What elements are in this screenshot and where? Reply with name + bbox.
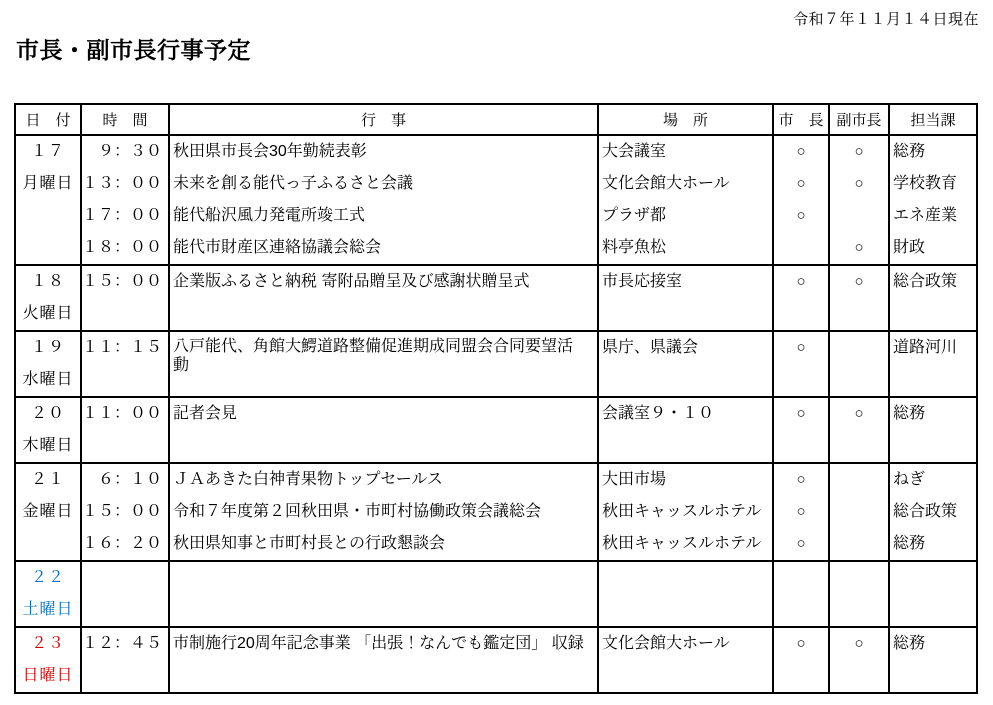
event-name: 八戸能代、角館大鰐道路整備促進期成同盟会合同要望活動 [173,338,574,374]
event-name: ＪＡあきた白神青果物トップセールス [173,471,443,488]
date-cell [16,332,82,396]
mayor-cell [774,136,830,264]
place-name: 秋田キャッスルホテル [602,535,762,552]
mayor-mark: ○ [796,175,806,192]
department-name: ねぎ [893,471,926,488]
place-cell [599,628,774,692]
page-title: 市長・副市長行事予定 [16,37,251,63]
event-name: 秋田県知事と市町村長との行政懇談会 [173,535,446,552]
deputy-mayor-mark [830,528,888,560]
time-cell [82,398,170,462]
deputy-mayor-mark: ○ [854,175,864,192]
weekday-label: 水曜日 [22,371,74,388]
table-row [16,464,976,562]
mayor-mark: ○ [796,535,806,552]
date-cell [16,628,82,692]
time-value: ９：３０ [97,143,162,160]
event-cell [170,266,599,330]
mayor-mark: ○ [796,503,806,520]
mayor-mark: ○ [796,273,806,290]
date-cell [16,464,82,560]
header-mayor: 市 長 [774,105,830,134]
header-place: 場 所 [599,105,774,134]
mayor-mark: ○ [796,471,806,488]
time-value: １２：４５ [82,635,163,652]
deputy-mayor-mark: ○ [854,635,864,652]
department-name: 総務 [893,535,926,552]
day-number: １８ [30,273,65,290]
mayor-cell [774,464,830,560]
event-name: 記者会見 [173,405,238,422]
deputy-mayor-mark: ○ [854,273,864,290]
place-cell [599,266,774,330]
event-cell [170,464,599,560]
table-header-row [16,105,976,136]
mayor-mark: ○ [796,207,806,224]
time-cell [82,332,170,396]
deputy-mayor-cell [830,398,890,462]
time-value: １５：００ [82,503,163,520]
mayor-mark: ○ [796,339,806,356]
table-row [16,136,976,266]
department-cell [890,562,976,626]
table-row [16,562,976,628]
event-cell [170,398,599,462]
department-cell [890,464,976,560]
department-cell [890,398,976,462]
place-name: 会議室９・１０ [602,405,715,422]
department-cell [890,332,976,396]
department-name: 道路河川 [893,339,958,356]
mayor-cell [774,332,830,396]
time-value: １３：００ [82,175,163,192]
mayor-mark [774,232,828,264]
time-value: １５：００ [82,273,163,290]
table-row [16,398,976,464]
department-name: 総合政策 [893,503,958,520]
department-name: 総務 [893,405,926,422]
as-of-date: 令和７年１１月１４日現在 [792,11,979,28]
day-number: １７ [30,143,65,160]
time-cell [82,136,170,264]
place-cell [599,332,774,396]
day-number: ２３ [30,635,65,652]
department-cell [890,266,976,330]
deputy-mayor-mark [830,200,888,232]
table-row [16,332,976,398]
place-cell [599,562,774,626]
mayor-cell [774,562,830,626]
time-cell [82,562,170,626]
place-name: 大会議室 [602,143,667,160]
weekday-label: 火曜日 [22,305,74,322]
time-value: １８：００ [82,239,163,256]
event-cell [170,628,599,692]
time-cell [82,464,170,560]
mayor-cell [774,628,830,692]
event-name: 能代市財産区連絡協議会総会 [173,239,382,256]
event-name: 秋田県市長会30年勤続表彰 [173,143,367,160]
place-cell [599,464,774,560]
day-number: ２１ [30,471,65,488]
event-name: 市制施行20周年記念事業 「出張！なんでも鑑定団」 収録 [173,635,584,652]
deputy-mayor-mark: ○ [854,239,864,256]
mayor-mark: ○ [796,635,806,652]
deputy-mayor-cell [830,332,890,396]
time-cell [82,628,170,692]
time-value: １７：００ [82,207,163,224]
time-cell [82,266,170,330]
deputy-mayor-cell [830,266,890,330]
event-name: 未来を創る能代っ子ふるさと会議 [173,175,414,192]
department-cell [890,628,976,692]
header-time: 時 間 [82,105,170,134]
place-cell [599,398,774,462]
weekday-label: 土曜日 [22,601,74,618]
day-number: ２２ [30,569,65,586]
event-name: 能代船沢風力発電所竣工式 [173,207,366,224]
place-name: 料亭魚松 [602,239,667,256]
event-cell [170,562,599,626]
time-value: ６：１０ [97,471,162,488]
mayor-mark: ○ [796,143,806,160]
header-department: 担当課 [910,112,956,129]
date-cell [16,266,82,330]
mayor-cell [774,266,830,330]
event-cell [170,332,599,396]
place-name: 文化会館大ホール [602,175,730,192]
department-name: 財政 [893,239,926,256]
place-cell [599,136,774,264]
deputy-mayor-cell [830,464,890,560]
deputy-mayor-mark [830,496,888,528]
time-value: １１：１５ [82,339,163,356]
header-deputy-mayor: 副市長 [830,105,890,134]
event-cell [170,136,599,264]
table-row [16,628,976,692]
date-cell [16,398,82,462]
department-name: 総務 [893,143,926,160]
deputy-mayor-mark: ○ [854,143,864,160]
department-name: エネ産業 [893,207,958,224]
weekday-label: 月曜日 [22,175,74,192]
mayor-cell [774,398,830,462]
place-name: 県庁、県議会 [602,339,699,356]
date-cell [16,562,82,626]
event-name: 企業版ふるさと納税 寄附品贈呈及び感謝状贈呈式 [173,273,530,290]
place-name: 文化会館大ホール [602,635,730,652]
table-row [16,266,976,332]
weekday-label: 金曜日 [22,503,74,520]
time-value: １６：２０ [82,535,163,552]
deputy-mayor-mark: ○ [854,405,864,422]
place-name: 市長応接室 [602,273,683,290]
deputy-mayor-cell [830,562,890,626]
deputy-mayor-mark [830,332,888,364]
weekday-label: 木曜日 [22,437,74,454]
weekday-label: 日曜日 [22,667,74,684]
event-name: 令和７年度第２回秋田県・市町村協働政策会議総会 [173,503,542,520]
date-cell [16,136,82,264]
time-value: １１：００ [82,405,163,422]
header-event: 行 事 [170,105,599,134]
header-date: 日 付 [16,105,82,134]
deputy-mayor-cell [830,136,890,264]
deputy-mayor-mark [830,464,888,496]
place-name: 大田市場 [602,471,667,488]
department-cell [890,136,976,264]
day-number: ２０ [30,405,65,422]
deputy-mayor-cell [830,628,890,692]
day-number: １９ [30,339,65,356]
schedule-table [14,103,978,694]
department-name: 総務 [893,635,926,652]
department-name: 総合政策 [893,273,958,290]
place-name: プラザ都 [602,207,667,224]
department-name: 学校教育 [893,175,958,192]
table-body [16,136,976,692]
mayor-mark: ○ [796,405,806,422]
place-name: 秋田キャッスルホテル [602,503,762,520]
